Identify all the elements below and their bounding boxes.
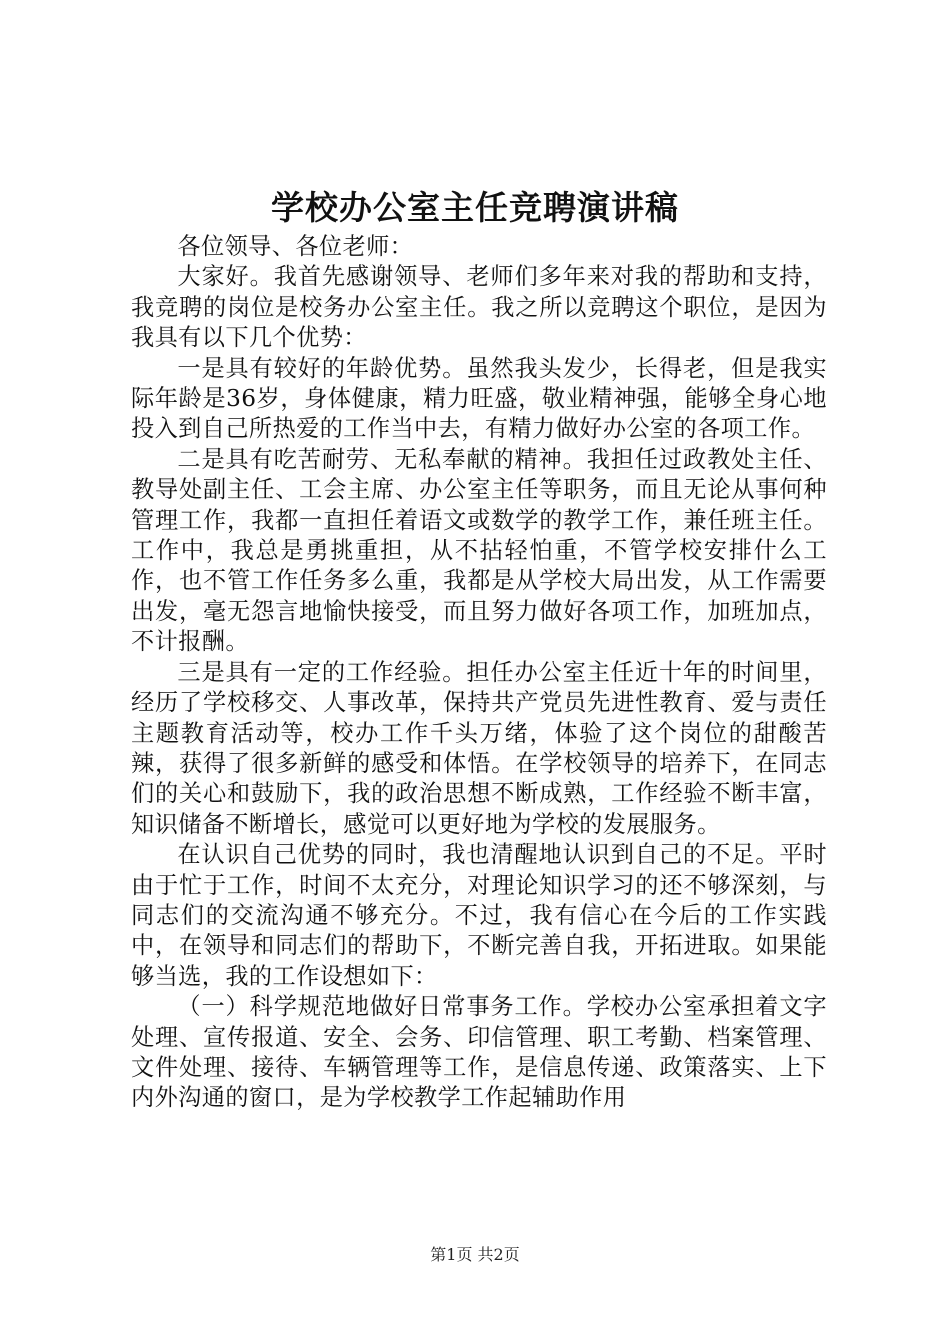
paragraph-advantage-3: 三是具有一定的工作经验。担任办公室主任近十年的时间里，经历了学校移交、人事改革，保持共产党员先进性教育、爱与责任主题教育活动等，校办工作千头万绪，体验了这个岗位的甜酸苦辣，获得了很多新鲜的感受和体悟。在学校领导的培养下，在同志们的关心和鼓励下，我的政治思想不断成熟，工作经验不断丰富，知识储备不断增长，感觉可以更好地为学校的发展服务。 [131,658,827,838]
paragraph-shortcomings: 在认识自己优势的同时，我也清醒地认识到自己的不足。平时由于忙于工作，时间不太充分，对理论知识学习的还不够深刻，与同志们的交流沟通不够充分。不过，我有信心在今后的工作实践中，在领导和同志们的帮助下，不断完善自我，开拓进取。如果能够当选，我的工作设想如下： [131,841,827,990]
paragraph-plan-1: （一）科学规范地做好日常事务工作。学校办公室承担着文字处理、宣传报道、安全、会务、印信管理、职工考勤、档案管理、文件处理、接待、车辆管理等工作，是信息传递、政策落实、上下内外沟通的窗口，是为学校教学工作起辅助作用 [131,993,827,1112]
document-body [131,232,827,1114]
paragraph-advantage-2: 二是具有吃苦耐劳、无私奉献的精神。我担任过政教处主任、教导处副主任、工会主席、办公室主任等职务，而且无论从事何种管理工作，我都一直担任着语文或数学的教学工作，兼任班主任。工作中，我总是勇挑重担，从不拈轻怕重，不管学校安排什么工作，也不管工作任务多么重，我都是从学校大局出发，从工作需要出发，毫无怨言地愉快接受，而且努力做好各项工作，加班加点，不计报酬。 [131,445,827,656]
page-footer: 第1页 共2页 [430,1245,520,1264]
paragraph-advantage-1: 一是具有较好的年龄优势。虽然我头发少，长得老，但是我实际年龄是36岁，身体健康，精力旺盛，敬业精神强，能够全身心地投入到自己所热爱的工作当中去，有精力做好办公室的各项工作。 [131,354,827,443]
paragraph-salutation: 各位领导、各位老师： [177,233,414,260]
document-title: 学校办公室主任竞聘演讲稿 [271,188,679,227]
paragraph-greeting: 大家好。我首先感谢领导、老师们多年来对我的帮助和支持，我竞聘的岗位是校务办公室主任。我之所以竞聘这个职位，是因为我具有以下几个优势： [131,263,827,352]
